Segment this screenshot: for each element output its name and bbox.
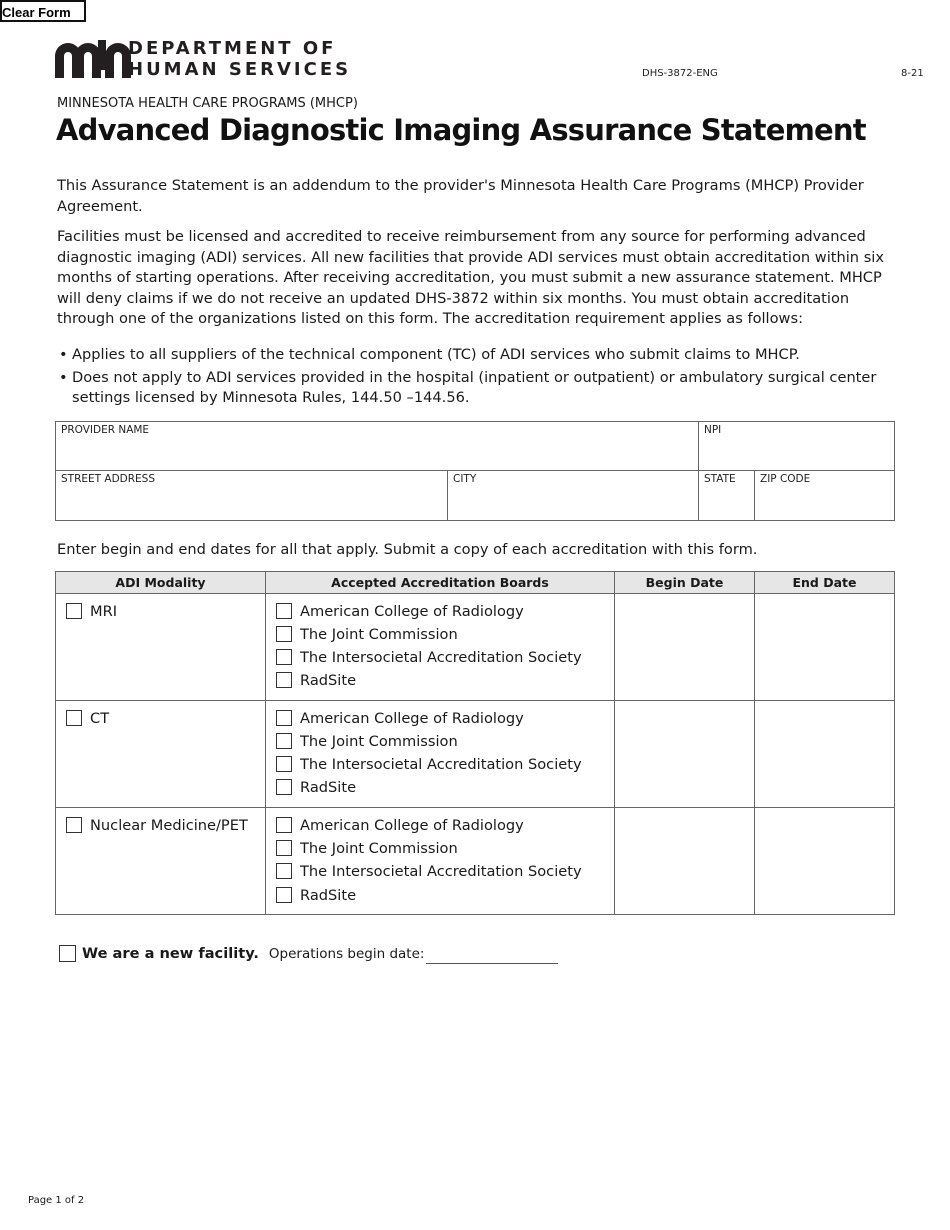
ct-label: CT [90, 709, 110, 727]
ct-begin-date-field[interactable] [614, 700, 755, 808]
form-number: DHS-3872-ENG [642, 68, 718, 79]
revision-date: 8-21 [901, 68, 924, 79]
nuclear-medicine-label: Nuclear Medicine/PET [90, 816, 248, 834]
header-end-date: End Date [754, 571, 895, 594]
instruction-text: Enter begin and end dates for all that apply. Submit a copy of each accreditation with this form. [57, 541, 758, 558]
page-title: Advanced Diagnostic Imaging Assurance Statement [56, 113, 866, 147]
header-adi-modality: ADI Modality [55, 571, 266, 594]
department-name [128, 38, 351, 80]
mri-end-date-field[interactable] [754, 593, 895, 701]
board-label: The Intersocietal Accreditation Society [300, 755, 582, 773]
nm-board-tjc[interactable] [276, 838, 458, 858]
new-facility-checkbox[interactable] [59, 945, 76, 962]
board-label: American College of Radiology [300, 816, 524, 834]
nuclear-medicine-checkbox[interactable] [66, 817, 82, 833]
board-checkbox[interactable] [276, 603, 292, 619]
ct-board-tjc[interactable] [276, 731, 458, 751]
mri-checkbox[interactable] [66, 603, 82, 619]
board-checkbox[interactable] [276, 710, 292, 726]
mri-board-acr[interactable] [276, 601, 524, 621]
intro-paragraph-1: This Assurance Statement is an addendum to the provider's Minnesota Health Care Programs (MHCP) Provider Agreement. [57, 177, 864, 215]
nm-board-radsite[interactable] [276, 885, 356, 905]
board-label: RadSite [300, 886, 357, 904]
board-label: American College of Radiology [300, 602, 524, 620]
operations-begin-date-input[interactable] [426, 943, 558, 964]
street-address-field[interactable] [55, 470, 448, 521]
board-checkbox[interactable] [276, 672, 292, 688]
city-field[interactable] [447, 470, 699, 521]
board-label: The Joint Commission [300, 839, 458, 857]
mri-begin-date-field[interactable] [614, 593, 755, 701]
list-item: • Applies to all suppliers of the technical component (TC) of ADI services who submit claims to MHCP. [57, 345, 897, 366]
board-label: The Joint Commission [300, 732, 458, 750]
list-item: • Does not apply to ADI services provided in the hospital (inpatient or outpatient) or ambulatory surgical center settings licensed by Minnesota Rules, 144.50 –144.56. [57, 368, 897, 409]
program-name: MINNESOTA HEALTH CARE PROGRAMS (MHCP) [57, 96, 358, 111]
nm-board-acr[interactable] [276, 815, 524, 835]
board-checkbox[interactable] [276, 779, 292, 795]
new-facility-label: We are a new facility. [82, 945, 259, 962]
ct-checkbox[interactable] [66, 710, 82, 726]
board-checkbox[interactable] [276, 649, 292, 665]
dept-line-1: DEPARTMENT OF [128, 38, 337, 59]
mri-board-ias[interactable] [276, 647, 582, 667]
street-address-label: STREET ADDRESS [61, 473, 156, 485]
header-accreditation-boards: Accepted Accreditation Boards [265, 571, 615, 594]
board-checkbox[interactable] [276, 840, 292, 856]
page-number: Page 1 of 2 [28, 1195, 85, 1206]
zip-code-label: ZIP CODE [760, 473, 811, 485]
state-field[interactable] [698, 470, 755, 521]
provider-name-field[interactable] [55, 421, 699, 471]
board-label: The Joint Commission [300, 625, 458, 643]
nuclear-medicine-option[interactable] [66, 815, 248, 835]
nm-end-date-field[interactable] [754, 807, 895, 915]
nm-begin-date-field[interactable] [614, 807, 755, 915]
requirement-list [57, 345, 897, 411]
dept-line-2: HUMAN SERVICES [128, 59, 352, 80]
npi-field[interactable] [698, 421, 895, 471]
board-checkbox[interactable] [276, 863, 292, 879]
npi-label: NPI [704, 424, 722, 436]
mri-board-radsite[interactable] [276, 670, 356, 690]
board-checkbox[interactable] [276, 733, 292, 749]
board-checkbox[interactable] [276, 756, 292, 772]
board-checkbox[interactable] [276, 626, 292, 642]
board-label: RadSite [300, 778, 357, 796]
state-label: STATE [704, 473, 736, 485]
board-checkbox[interactable] [276, 817, 292, 833]
mri-board-tjc[interactable] [276, 624, 458, 644]
ct-end-date-field[interactable] [754, 700, 895, 808]
board-label: The Intersocietal Accreditation Society [300, 862, 582, 880]
board-checkbox[interactable] [276, 887, 292, 903]
ct-board-radsite[interactable] [276, 777, 356, 797]
mri-option[interactable] [66, 601, 117, 621]
ct-board-ias[interactable] [276, 754, 582, 774]
clear-form-button[interactable]: Clear Form [0, 0, 86, 22]
mri-label: MRI [90, 602, 118, 620]
city-label: CITY [453, 473, 477, 485]
board-label: American College of Radiology [300, 709, 524, 727]
board-label: The Intersocietal Accreditation Society [300, 648, 582, 666]
operations-begin-label: Operations begin date: [268, 945, 425, 962]
new-facility-row [59, 943, 558, 964]
ct-board-acr[interactable] [276, 708, 524, 728]
header-begin-date: Begin Date [614, 571, 755, 594]
ct-option[interactable] [66, 708, 109, 728]
provider-name-label: PROVIDER NAME [61, 424, 150, 436]
nm-board-ias[interactable] [276, 861, 582, 881]
board-label: RadSite [300, 671, 357, 689]
intro-paragraph-2: Facilities must be licensed and accredited to receive reimbursement from any source for performing advanced diagnostic imaging (ADI) services. All new facilities that provide ADI services must obtain accreditation within six months of starting operations. After receiving accreditation, you must submit a new assurance statement. MHCP will deny claims if we do not receive an updated DHS-3872 within six months. You must obtain accreditation through one of the organizations listed on this form. The accreditation requirement applies as follows: [57, 228, 884, 327]
zip-code-field[interactable] [754, 470, 895, 521]
